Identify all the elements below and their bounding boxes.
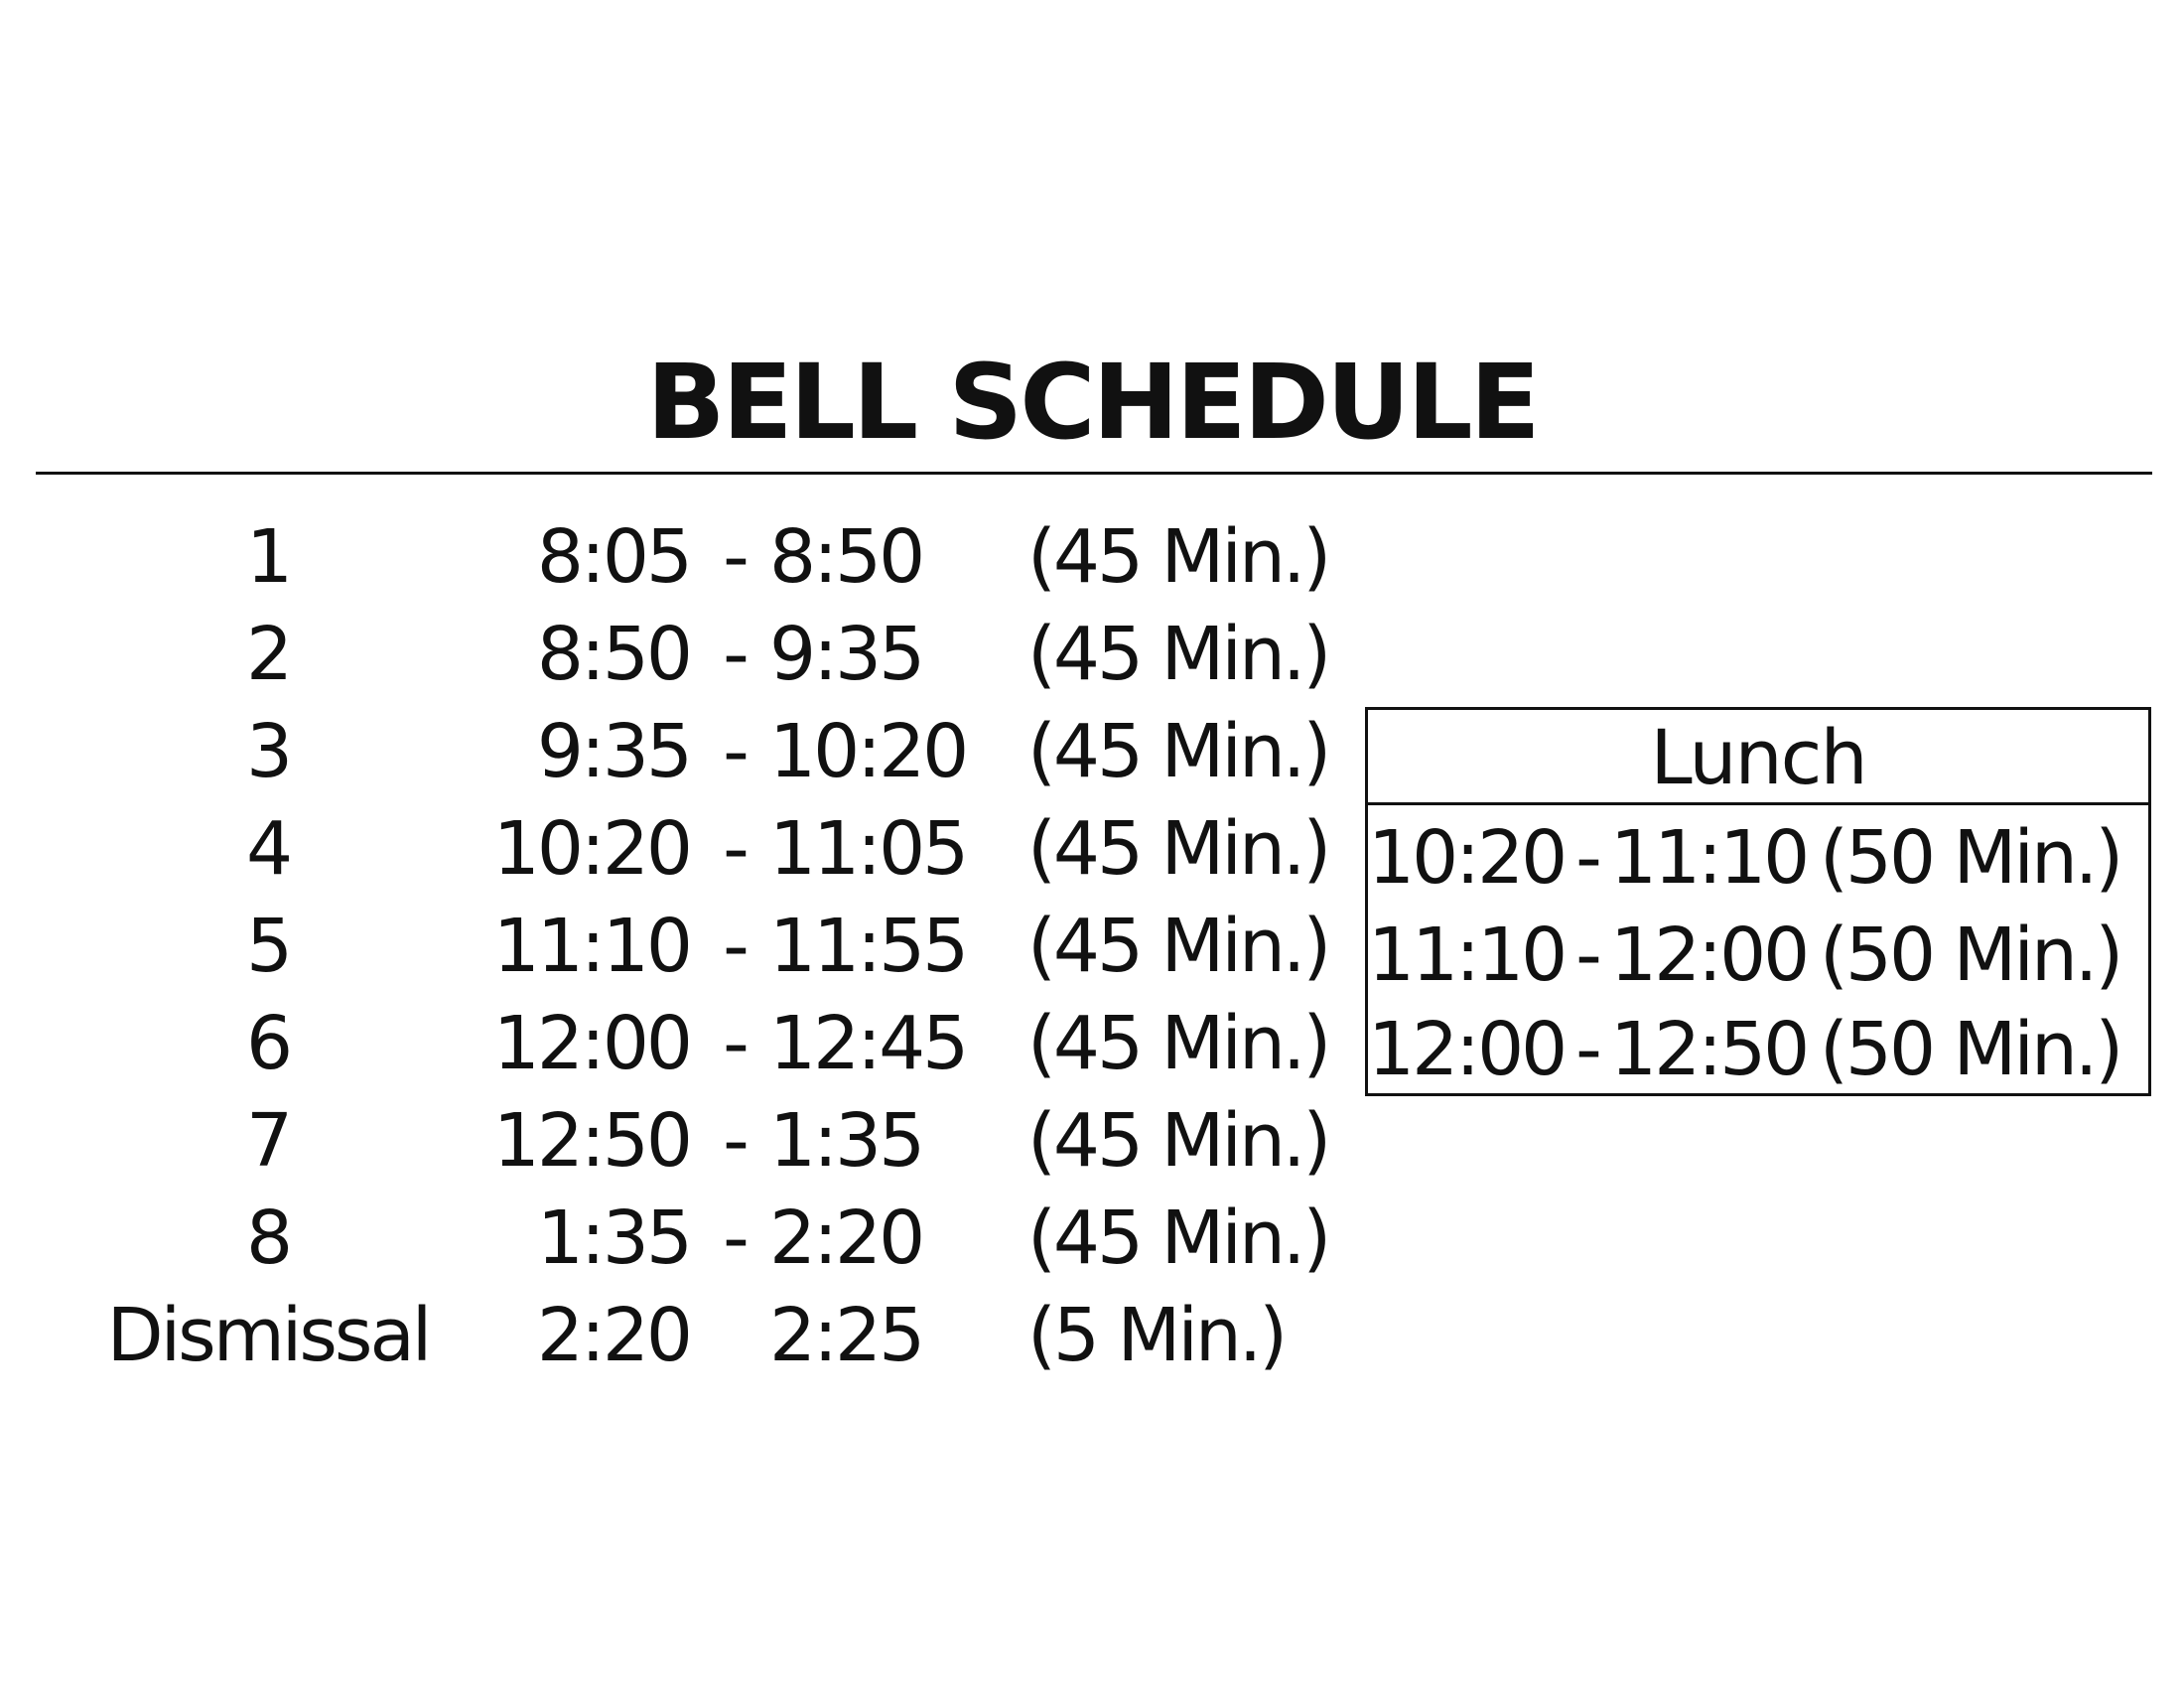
- time-separator: -: [723, 1001, 747, 1086]
- end-time: 12:45: [769, 1001, 967, 1086]
- end-time: 11:05: [769, 806, 967, 892]
- start-time: 9:35: [536, 709, 690, 794]
- end-time: 8:50: [769, 514, 923, 600]
- time-separator: -: [1575, 815, 1599, 901]
- time-separator: -: [723, 514, 747, 600]
- time-separator: -: [723, 612, 747, 697]
- lunch-row: [1368, 907, 2148, 1004]
- schedule-row: [0, 703, 1330, 800]
- period-label: 3: [245, 709, 291, 794]
- schedule-row: [0, 800, 1330, 898]
- start-time: 8:50: [536, 612, 690, 697]
- schedule-row-dismissal: [0, 1287, 1330, 1384]
- time-separator: -: [723, 806, 747, 892]
- lunch-row: [1368, 1001, 2148, 1098]
- page-title: BELL SCHEDULE: [646, 342, 1538, 463]
- lunch-heading: Lunch: [1368, 710, 2148, 805]
- time-separator: -: [723, 1098, 747, 1184]
- start-time: 2:20: [536, 1293, 690, 1378]
- schedule-row: [0, 898, 1330, 995]
- start-time: 1:35: [536, 1196, 690, 1281]
- end-time: 2:20: [769, 1196, 923, 1281]
- duration: (5 Min.): [1027, 1293, 1286, 1378]
- lunch-end-time: 12:50: [1610, 1007, 1808, 1092]
- end-time: 1:35: [769, 1098, 923, 1184]
- title-divider: [36, 472, 2152, 475]
- period-label: Dismissal: [106, 1293, 430, 1378]
- lunch-duration: (50 Min.): [1820, 1007, 2121, 1092]
- duration: (45 Min.): [1027, 612, 1329, 697]
- time-separator: -: [1575, 913, 1599, 998]
- start-time: 8:05: [536, 514, 690, 600]
- duration: (45 Min.): [1027, 514, 1329, 600]
- end-time: 2:25: [769, 1293, 923, 1378]
- duration: (45 Min.): [1027, 709, 1329, 794]
- duration: (45 Min.): [1027, 1001, 1329, 1086]
- period-label: 2: [245, 612, 291, 697]
- time-separator: -: [723, 1196, 747, 1281]
- schedule-row: [0, 995, 1330, 1092]
- period-label: 5: [245, 904, 291, 989]
- lunch-duration: (50 Min.): [1820, 913, 2121, 998]
- period-label: 4: [245, 806, 291, 892]
- lunch-end-time: 12:00: [1610, 913, 1808, 998]
- schedule-row: [0, 1190, 1330, 1287]
- lunch-start-time: 11:10: [1368, 913, 1566, 998]
- period-label: 6: [245, 1001, 291, 1086]
- lunch-row: [1368, 809, 2148, 907]
- period-label: 1: [245, 514, 291, 600]
- start-time: 10:20: [492, 806, 690, 892]
- lunch-end-time: 11:10: [1610, 815, 1808, 901]
- lunch-duration: (50 Min.): [1820, 815, 2121, 901]
- lunch-start-time: 10:20: [1368, 815, 1566, 901]
- duration: (45 Min.): [1027, 806, 1329, 892]
- period-label: 8: [245, 1196, 291, 1281]
- period-label: 7: [245, 1098, 291, 1184]
- start-time: 12:00: [492, 1001, 690, 1086]
- time-separator: -: [1575, 1007, 1599, 1092]
- time-separator: -: [723, 709, 747, 794]
- schedule-row: [0, 508, 1330, 606]
- end-time: 10:20: [769, 709, 967, 794]
- end-time: 11:55: [769, 904, 967, 989]
- lunch-start-time: 12:00: [1368, 1007, 1566, 1092]
- lunch-table: [1365, 707, 2151, 1096]
- time-separator: [710, 1287, 759, 1384]
- duration: (45 Min.): [1027, 1098, 1329, 1184]
- end-time: 9:35: [769, 612, 923, 697]
- duration: (45 Min.): [1027, 904, 1329, 989]
- duration: (45 Min.): [1027, 1196, 1329, 1281]
- start-time: 11:10: [492, 904, 690, 989]
- schedule-row: [0, 606, 1330, 703]
- time-separator: -: [723, 904, 747, 989]
- schedule-row: [0, 1092, 1330, 1190]
- start-time: 12:50: [492, 1098, 690, 1184]
